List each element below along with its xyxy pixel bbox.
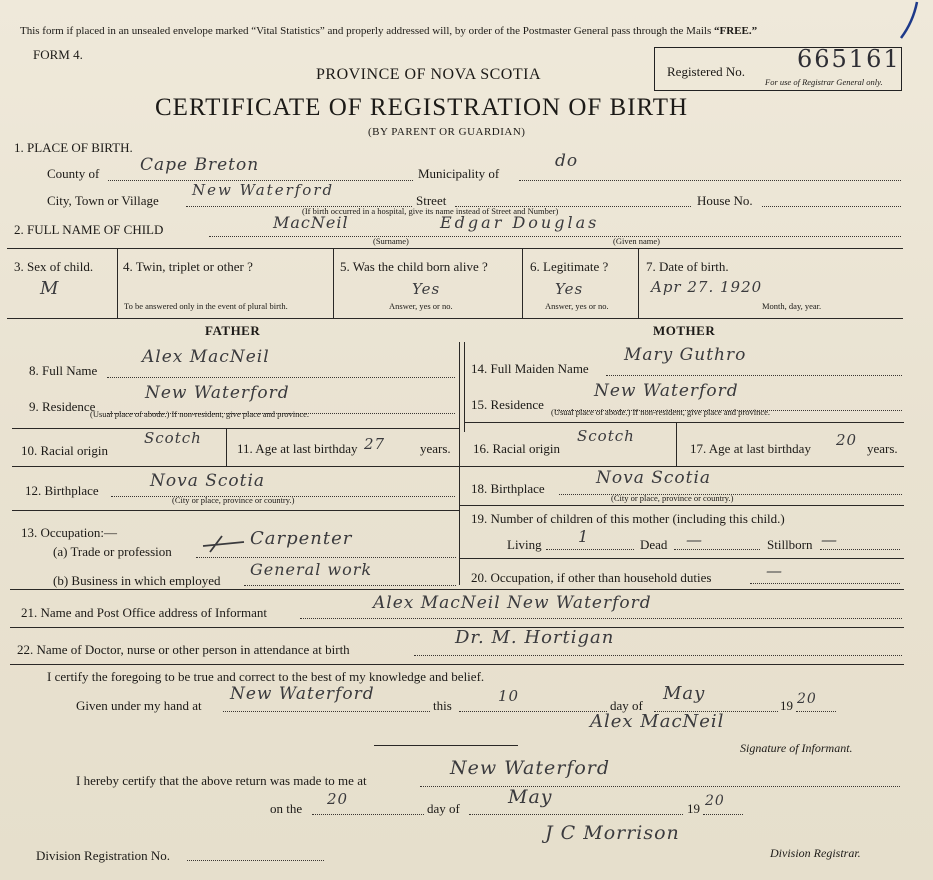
- mother-racial: Scotch: [577, 427, 635, 445]
- given-caption: (Given name): [613, 236, 660, 246]
- alive-label: 5. Was the child born alive ?: [340, 259, 488, 274]
- column-divider-inner: [464, 342, 465, 432]
- county-label: County of: [47, 166, 100, 181]
- mother-residence-note-b: If non-resident, give place and province.: [632, 407, 771, 417]
- informant-label: 21. Name and Post Office address of Informant: [21, 605, 267, 620]
- child-name-label: 2. FULL NAME OF CHILD: [14, 222, 164, 237]
- mother-residence-note-a: (Usual place of abode.): [551, 407, 631, 417]
- father-residence-note: [90, 409, 309, 419]
- row3-div-4: [638, 248, 639, 318]
- date-value: Apr 27. 1920: [651, 278, 763, 296]
- given-year-line: [796, 711, 836, 712]
- ink-mark-icon: [893, 0, 923, 44]
- row3-div-3: [522, 248, 523, 318]
- mother-residence-label: 15. Residence: [471, 397, 544, 412]
- registrar-place: New Waterford: [450, 757, 611, 779]
- mother-age: 20: [836, 431, 858, 449]
- legit-label: 6. Legitimate ?: [530, 259, 609, 274]
- father-row-rule-1: [12, 428, 460, 429]
- father-name-label: 8. Full Name: [29, 363, 98, 378]
- given-label: Given under my hand at: [76, 698, 202, 713]
- surname-caption: (Surname): [373, 236, 409, 246]
- informant-line: [300, 618, 902, 619]
- informant-value: Alex MacNeil New Waterford: [373, 593, 652, 613]
- stillborn-value: —: [821, 530, 838, 549]
- given-day-of-label: day of: [610, 698, 643, 713]
- given-year-suffix: 20: [797, 691, 817, 707]
- registrar-caption: Division Registrar.: [770, 846, 861, 860]
- registrar-statement: I hereby certify that the above return was made to me at: [76, 773, 367, 788]
- father-racial-label: 10. Racial origin: [21, 443, 109, 458]
- father-racial-divider: [226, 428, 227, 466]
- house-line: [762, 206, 901, 207]
- informant-signature: Alex MacNeil: [590, 711, 725, 732]
- father-trade-line: [196, 557, 456, 558]
- father-heading: FATHER: [205, 323, 261, 338]
- row3-bottom-rule: [7, 318, 903, 319]
- mother-racial-label: 16. Racial origin: [473, 441, 561, 456]
- mother-occupation-line: [750, 583, 900, 584]
- division-no-label: Division Registration No.: [36, 848, 170, 863]
- alive-caption: Answer, yes or no.: [389, 301, 453, 311]
- father-trade-label: (a) Trade or profession: [53, 544, 172, 559]
- given-place: New Waterford: [230, 684, 375, 704]
- mother-racial-divider: [676, 422, 677, 466]
- dead-value: —: [686, 530, 703, 549]
- father-years: years.: [420, 441, 451, 456]
- mother-row-rule-3: [460, 505, 904, 506]
- doctor-label: 22. Name of Doctor, nurse or other person in attendance at birth: [17, 642, 350, 657]
- alive-value: Yes: [412, 280, 441, 298]
- city-label: City, Town or Village: [47, 193, 159, 208]
- mother-birthplace-label: 18. Birthplace: [471, 481, 545, 496]
- father-residence-note-b: If non-resident, give place and province.: [171, 409, 310, 419]
- sex-value: M: [40, 278, 60, 299]
- date-caption: Month, day, year.: [762, 301, 822, 311]
- mother-years: years.: [867, 441, 898, 456]
- stillborn-line: [820, 549, 900, 550]
- given-year-prefix: 19: [780, 698, 793, 713]
- given-month: May: [663, 683, 706, 704]
- mother-row-rule-2: [460, 466, 904, 467]
- registrar-month-line: [469, 814, 683, 815]
- municipality-label: Municipality of: [418, 166, 500, 181]
- sex-label: 3. Sex of child.: [14, 259, 94, 274]
- father-name: Alex MacNeil: [142, 347, 270, 367]
- mother-name-line: [606, 375, 902, 376]
- house-label: House No.: [697, 193, 753, 208]
- dead-label: Dead: [640, 537, 668, 552]
- father-trade: Carpenter: [250, 528, 353, 549]
- father-birthplace: Nova Scotia: [150, 471, 266, 491]
- mother-birthplace-note: (City or place, province or country.): [611, 493, 734, 503]
- given-line: [223, 711, 430, 712]
- division-no-line: [187, 860, 324, 861]
- twin-label: 4. Twin, triplet or other ?: [123, 259, 253, 274]
- mother-residence: New Waterford: [594, 381, 739, 401]
- registrar-year-line: [703, 814, 743, 815]
- father-age-label: 11. Age at last birthday: [237, 441, 358, 456]
- father-row-rule-2: [12, 466, 460, 467]
- certify-statement: I certify the foregoing to be true and correct to the best of my knowledge and belief.: [47, 669, 485, 684]
- registered-number: 665161: [797, 45, 901, 73]
- county-value: Cape Breton: [140, 155, 260, 175]
- living-value: 1: [578, 527, 590, 546]
- date-label: 7. Date of birth.: [646, 259, 729, 274]
- living-label: Living: [507, 537, 542, 552]
- mother-name-label: 14. Full Maiden Name: [471, 361, 589, 376]
- father-birthplace-label: 12. Birthplace: [25, 483, 99, 498]
- stillborn-label: Stillborn: [767, 537, 813, 552]
- father-row-rule-3: [12, 510, 460, 511]
- registrar-day: 20: [327, 790, 349, 808]
- father-occupation-label: 13. Occupation:—: [21, 525, 118, 540]
- row3-top-rule: [7, 248, 903, 249]
- father-business-label: (b) Business in which employed: [53, 573, 221, 588]
- father-business: General work: [250, 560, 373, 579]
- twin-note: To be answered only in the event of plural birth.: [124, 301, 288, 311]
- municipality-value: do: [555, 151, 579, 171]
- registrar-day-line: [312, 814, 424, 815]
- mother-birthplace: Nova Scotia: [596, 468, 712, 488]
- mother-occupation-label: 20. Occupation, if other than household duties: [471, 570, 712, 585]
- registrar-day-of-label: day of: [427, 801, 460, 816]
- postal-notice-free: “FREE.”: [713, 25, 758, 37]
- mother-heading: MOTHER: [653, 323, 716, 338]
- father-birthplace-note: (City or place, province or country.): [172, 495, 295, 505]
- row3-div-1: [117, 248, 118, 318]
- street-label: Street: [416, 193, 447, 208]
- column-divider: [459, 342, 460, 585]
- registrar-year-suffix: 20: [705, 793, 725, 809]
- child-given-name: Edgar Douglas: [440, 213, 600, 232]
- postal-notice-text: This form if placed in an unsealed envelope marked “Vital Statistics” and properly addressed will, by order of the Postmaster General pass through the Mails: [20, 25, 712, 37]
- given-day-line: [459, 711, 607, 712]
- mother-name: Mary Guthro: [624, 345, 747, 365]
- registrar-use-note: For use of Registrar General only.: [765, 77, 883, 87]
- mother-row-rule-4: [460, 558, 904, 559]
- doctor-rule: [10, 664, 904, 665]
- doctor-line: [414, 655, 902, 656]
- father-residence-label: 9. Residence: [29, 399, 96, 414]
- place-of-birth-heading: 1. PLACE OF BIRTH.: [14, 140, 133, 155]
- mother-row-rule-1: [464, 422, 904, 423]
- this-label: this: [433, 698, 452, 713]
- page-subtitle: (BY PARENT OR GUARDIAN): [368, 126, 526, 138]
- mother-occupation: —: [766, 561, 783, 580]
- father-residence: New Waterford: [145, 383, 290, 403]
- registrar-month: May: [508, 786, 553, 808]
- mother-residence-note: [551, 407, 770, 417]
- signature-caption: Signature of Informant.: [740, 741, 853, 755]
- row3-div-2: [333, 248, 334, 318]
- separator-rule: [374, 745, 518, 746]
- parents-bottom-rule: [10, 589, 904, 590]
- strike-mark-icon: [200, 532, 250, 556]
- form-number: FORM 4.: [33, 47, 83, 62]
- father-residence-note-a: (Usual place of abode.): [90, 409, 170, 419]
- postal-notice: [20, 25, 757, 37]
- street-note: (If birth occurred in a hospital, give its name instead of Street and Number): [302, 206, 559, 216]
- legit-value: Yes: [555, 280, 584, 298]
- municipality-line: [519, 180, 901, 181]
- legit-caption: Answer, yes or no.: [545, 301, 609, 311]
- registrar-signature: J C Morrison: [545, 822, 680, 844]
- registered-label: Registered No.: [667, 64, 745, 79]
- on-the-label: on the: [270, 801, 303, 816]
- province-heading: PROVINCE OF NOVA SCOTIA: [316, 66, 542, 83]
- father-racial: Scotch: [144, 429, 202, 447]
- child-name-line: [209, 236, 901, 237]
- father-age: 27: [364, 435, 386, 453]
- registrar-place-line: [420, 786, 900, 787]
- registrar-year-prefix: 19: [687, 801, 700, 816]
- city-value: New Waterford: [192, 181, 335, 199]
- mother-age-label: 17. Age at last birthday: [690, 441, 811, 456]
- father-business-line: [244, 585, 456, 586]
- given-day: 10: [498, 687, 520, 705]
- page-title: CERTIFICATE OF REGISTRATION OF BIRTH: [155, 94, 689, 121]
- child-surname: MacNeil: [273, 213, 349, 232]
- living-line: [546, 549, 634, 550]
- registered-number-box: [654, 47, 902, 91]
- father-name-line: [107, 377, 455, 378]
- doctor-value: Dr. M. Hortigan: [455, 627, 615, 648]
- dead-line: [674, 549, 760, 550]
- mother-children-label: 19. Number of children of this mother (including this child.): [471, 511, 785, 526]
